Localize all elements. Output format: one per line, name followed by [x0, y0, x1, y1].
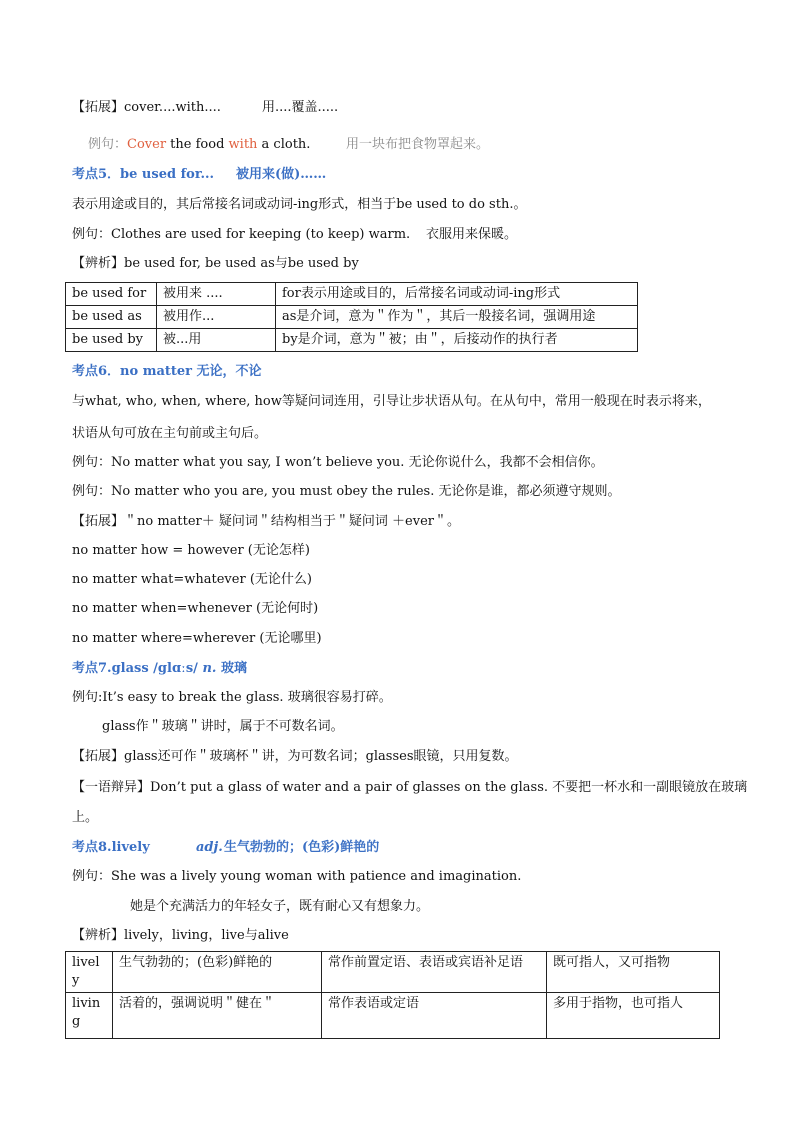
- extension-meaning: 用....覆盖.....: [262, 100, 339, 115]
- point7-pos: n.: [202, 661, 217, 676]
- table-row: [66, 283, 638, 306]
- be-used-table: [65, 282, 638, 352]
- point6-example-2: 例句：No matter who you are, you must obey the rules. 无论你是谁，都必须遵守规则。: [72, 484, 621, 499]
- example-cover: [88, 136, 490, 154]
- point5-example-cn: 衣服用来保暖。: [426, 227, 518, 242]
- point5-example: [72, 226, 518, 244]
- table-row: [66, 993, 720, 1039]
- table-cell: for表示用途或目的，后常接名词或动词-ing形式: [276, 283, 638, 306]
- table-row: [66, 329, 638, 352]
- word-with: with: [228, 137, 258, 152]
- point6-description-1: 与what, who, when, where, how等疑问词连用，引导让步状语从句。在从句中，常用一般现在时表示将来，: [72, 394, 711, 409]
- table-cell: living: [66, 993, 113, 1039]
- point6-description-2: 状语从句可放在主句前或主句后。: [72, 426, 268, 441]
- example-translation: 用一块布把食物罩起来。: [346, 137, 490, 152]
- table-cell: lively: [66, 952, 113, 993]
- table-cell: be used for: [66, 283, 157, 306]
- table-cell: 被...用: [157, 329, 276, 352]
- point5-analysis: 【辨析】be used for, be used as与be used by: [72, 256, 359, 271]
- table-row: [66, 306, 638, 329]
- point6-heading: 考点6．no matter 无论，不论: [72, 364, 262, 379]
- example-prefix: 例句：: [88, 137, 128, 152]
- point8-translation: 她是个充满活力的年轻女子，既有耐心又有想象力。: [130, 899, 430, 914]
- point7-extension: 【拓展】glass还可作＂玻璃杯＂讲，为可数名词；glasses眼镜，只用复数。: [72, 749, 518, 764]
- table-cell: 既可指人，又可指物: [547, 952, 720, 993]
- point6-example-1: 例句：No matter what you say, I won’t believe you. 无论你说什么，我都不会相信你。: [72, 455, 604, 470]
- list-item: no matter where=wherever (无论哪里): [72, 631, 322, 646]
- table-cell: 常作表语或定语: [322, 993, 547, 1039]
- table-cell: as是介词，意为＂作为＂，其后一般接名词，强调用途: [276, 306, 638, 329]
- list-item: no matter how = however (无论怎样): [72, 543, 310, 558]
- table-cell: by是介词，意为＂被；由＂，后接动作的执行者: [276, 329, 638, 352]
- text-food: the food: [166, 137, 229, 152]
- list-item: no matter when=whenever (无论何时): [72, 601, 319, 616]
- table-cell: be used as: [66, 306, 157, 329]
- table-cell: 被用来 ....: [157, 283, 276, 306]
- point7-heading: [72, 660, 247, 678]
- point5-title: 考点5．be used for...: [72, 167, 215, 182]
- point8-analysis: 【辨析】lively，living，live与alive: [72, 928, 289, 943]
- table-cell: 活着的，强调说明＂健在＂: [113, 993, 322, 1039]
- text-cloth: a cloth.: [257, 137, 311, 152]
- point8-heading: [72, 839, 380, 857]
- point5-meaning: 被用来(做)……: [236, 167, 327, 182]
- point5-example-en: 例句：Clothes are used for keeping (to keep) warm.: [72, 227, 411, 242]
- table-cell: 被用作...: [157, 306, 276, 329]
- extension-cover-with: [72, 99, 339, 117]
- point5-heading: [72, 166, 327, 184]
- table-cell: 生气勃勃的；(色彩)鲜艳的: [113, 952, 322, 993]
- point6-extension: 【拓展】＂no matter＋ 疑问词＂结构相当于＂疑问词 ＋ever＂。: [72, 514, 460, 529]
- point8-pos: adj.: [196, 840, 223, 855]
- point7-note: glass作＂玻璃＂讲时，属于不可数名词。: [102, 719, 344, 734]
- point8-meaning: 生气勃勃的；(色彩)鲜艳的: [224, 840, 380, 855]
- lively-table: [65, 951, 720, 1039]
- table-cell: 多用于指物，也可指人: [547, 993, 720, 1039]
- table-cell: be used by: [66, 329, 157, 352]
- table-row: [66, 952, 720, 993]
- table-cell: 常作前置定语、表语或宾语补足语: [322, 952, 547, 993]
- word-cover: Cover: [127, 137, 167, 152]
- point7-meaning: 玻璃: [220, 661, 247, 676]
- point7-title: 考点7.glass /glɑːs/: [72, 661, 198, 676]
- point7-diff-1: 【一语辩异】Don’t put a glass of water and a pair of glasses on the glass. 不要把一杯水和一副眼镜放在玻璃: [72, 780, 748, 795]
- point7-diff-2: 上。: [72, 810, 99, 825]
- list-item: no matter what=whatever (无论什么): [72, 572, 312, 587]
- point8-example: 例句：She was a lively young woman with patience and imagination.: [72, 869, 522, 884]
- point8-title: 考点8.lively: [72, 840, 150, 855]
- extension-label: 【拓展】cover....with....: [72, 100, 221, 115]
- point5-description: 表示用途或目的，其后常接名词或动词-ing形式，相当于be used to do sth.。: [72, 197, 527, 212]
- point7-example: 例句:It’s easy to break the glass. 玻璃很容易打碎。: [72, 690, 392, 705]
